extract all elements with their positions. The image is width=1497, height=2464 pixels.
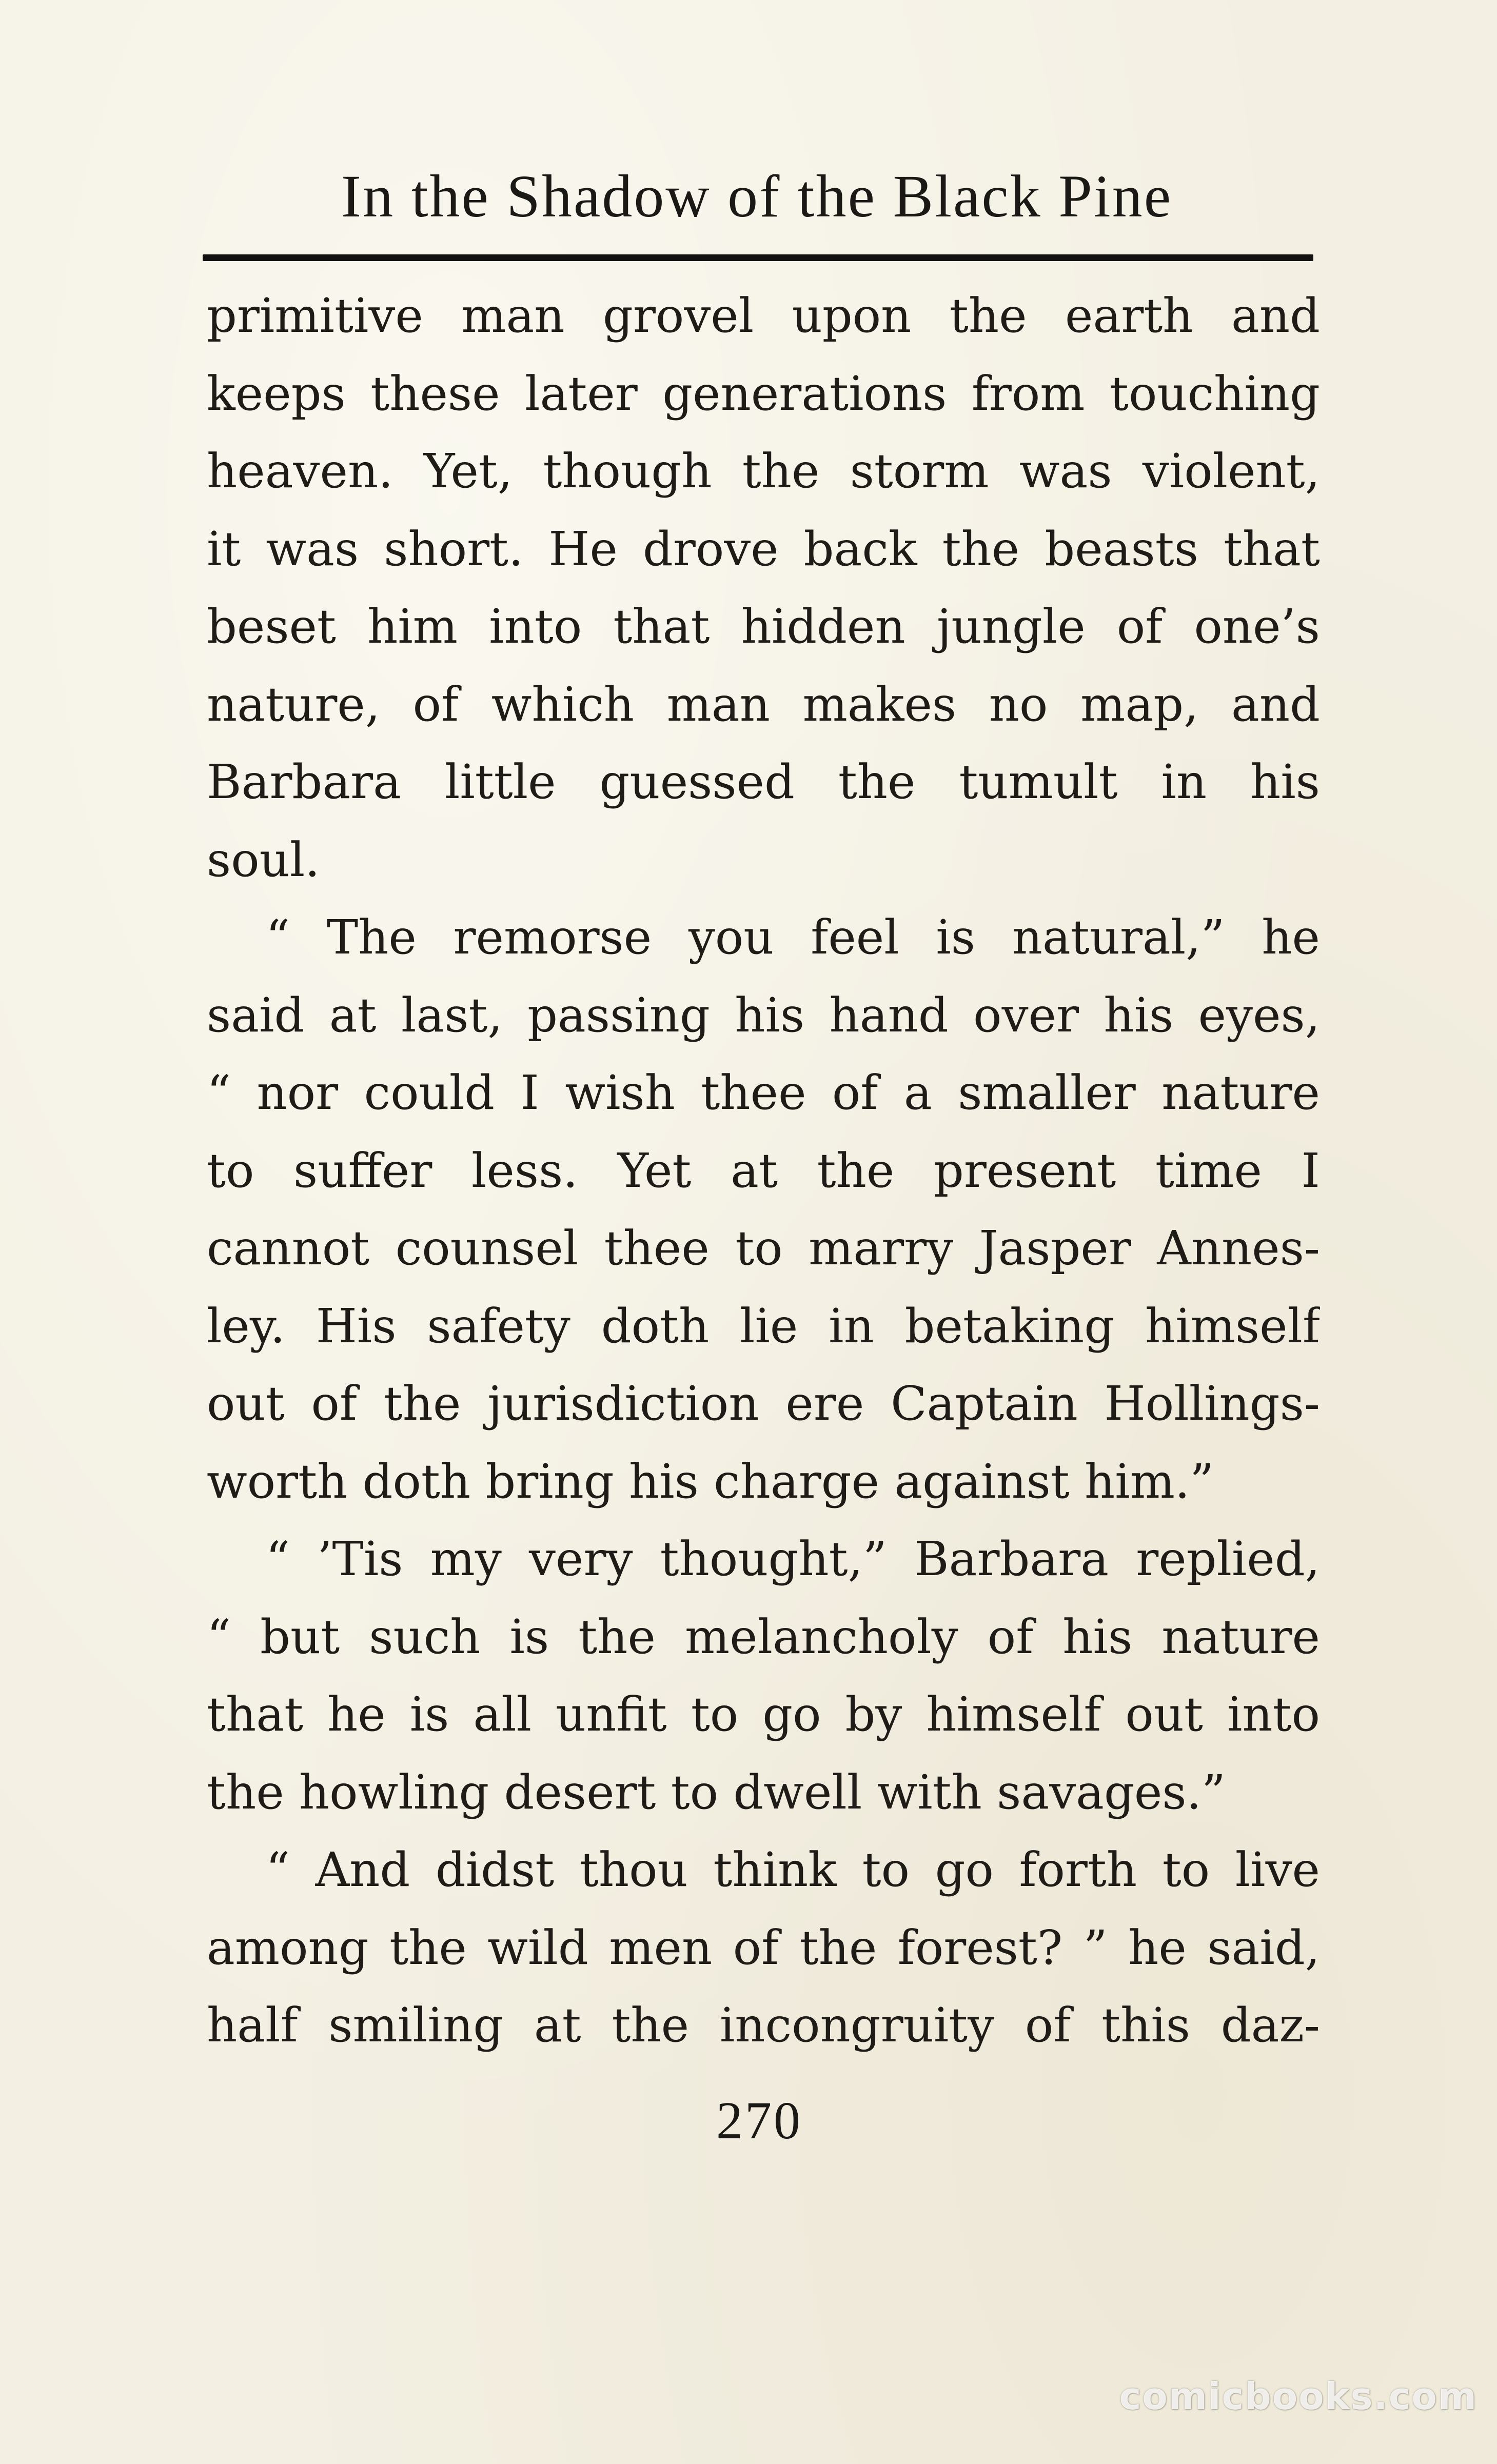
text-line: “ The remorse you feel is natural,” he (266, 910, 1320, 965)
text-line: out of the jurisdiction ere Captain Hollings- (207, 1376, 1320, 1431)
text-line: the howling desert to dwell with savages.” (207, 1764, 1226, 1820)
text-line: Barbara little guessed the tumult in his (207, 754, 1320, 809)
text-line: said at last, passing his hand over his eyes, (207, 987, 1320, 1043)
watermark: comicbooks.com (1119, 2375, 1478, 2418)
running-head: In the Shadow of the Black Pine (341, 163, 1173, 230)
text-line: “ nor could I wish thee of a smaller nature (207, 1065, 1320, 1120)
text-line: “ And didst thou think to go forth to live (266, 1842, 1320, 1897)
text-line: worth doth bring his charge against him.” (207, 1454, 1214, 1509)
body-text (207, 277, 1320, 2064)
text-line: soul. (207, 832, 320, 887)
text-line: heaven. Yet, though the storm was violent, (207, 444, 1320, 499)
text-line: that he is all unfit to go by himself out into (207, 1687, 1320, 1742)
text-line: nature, of which man makes no map, and (207, 677, 1320, 732)
text-line: it was short. He drove back the beasts that (207, 521, 1320, 577)
text-line: “ but such is the melancholy of his nature (207, 1609, 1320, 1664)
text-line: half smiling at the incongruity of this daz- (207, 1998, 1320, 2053)
text-line: among the wild men of the forest? ” he said, (207, 1920, 1320, 1975)
text-line: ley. His safety doth lie in betaking himself (207, 1298, 1320, 1354)
text-line: “ ’Tis my very thought,” Barbara replied, (266, 1532, 1320, 1586)
text-line: to suffer less. Yet at the present time I (207, 1143, 1320, 1198)
text-line: keeps these later generations from touching (207, 366, 1320, 421)
header-rule (203, 254, 1313, 261)
text-line: cannot counsel thee to marry Jasper Annes- (207, 1221, 1320, 1276)
text-line: beset him into that hidden jungle of one’s (207, 599, 1320, 654)
text-line: primitive man grovel upon the earth and (207, 288, 1320, 343)
page-number: 270 (716, 2091, 802, 2150)
